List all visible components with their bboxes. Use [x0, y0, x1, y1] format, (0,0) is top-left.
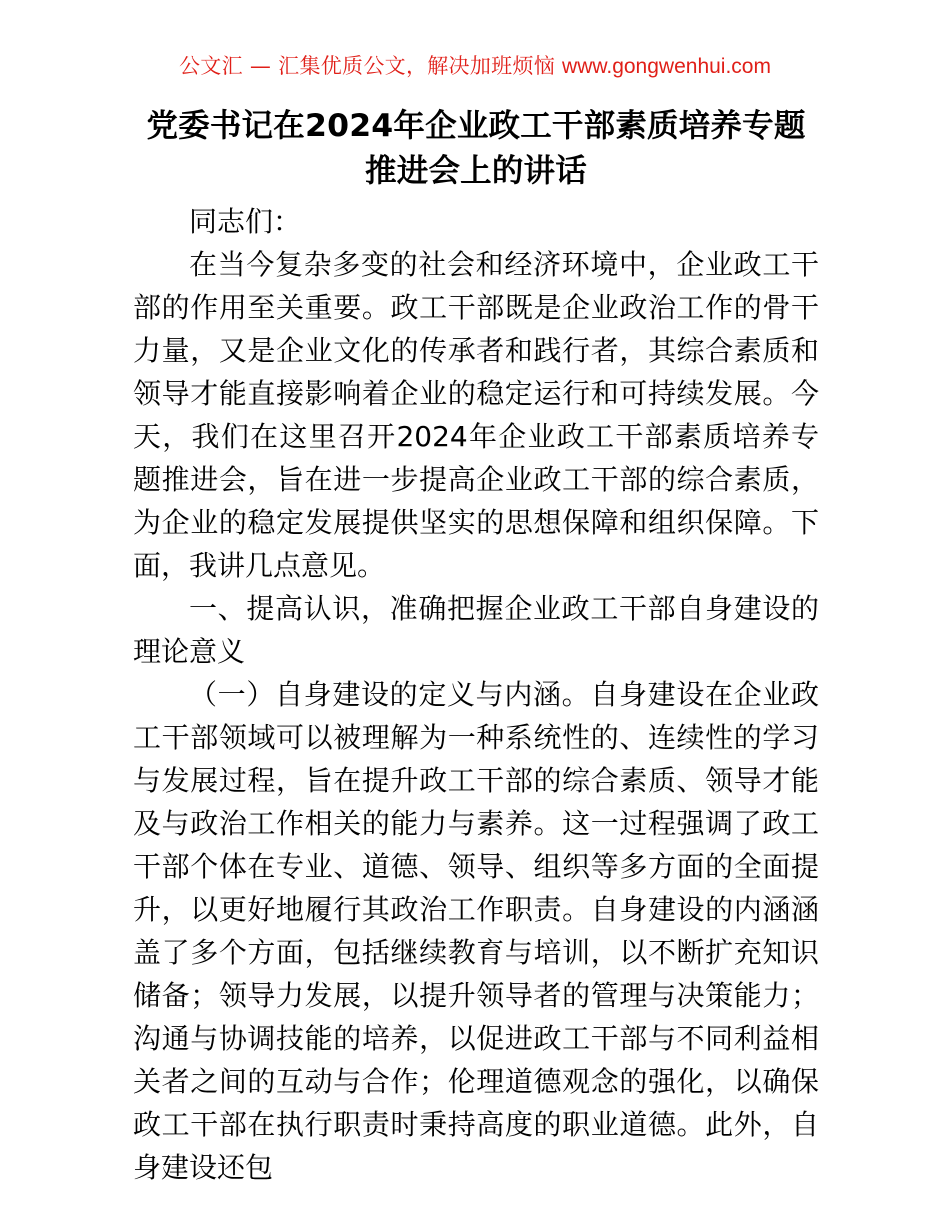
- opening-paragraph: 在当今复杂多变的社会和经济环境中，企业政工干部的作用至关重要。政工干部既是企业政治工作的骨干力量，又是企业文化的传承者和践行者，其综合素质和领导才能直接影响着企业的稳定运行和可持续发展。今天，我们在这里召开2024年企业政工干部素质培养专题推进会，旨在进一步提高企业政工干部的综合素质，为企业的稳定发展提供坚实的思想保障和组织保障。下面，我讲几点意见。: [133, 248, 819, 582]
- section-heading-one: 一、提高认识，准确把握企业政工干部自身建设的理论意义: [133, 592, 819, 668]
- salutation-line: 同志们：: [189, 205, 302, 238]
- banner-slogan-text: 公文汇 — 汇集优质公文，解决加班烦恼: [179, 54, 563, 78]
- subsection-paragraph-one: （一）自身建设的定义与内涵。自身建设在企业政工干部领域可以被理解为一种系统性的、连续性的学习与发展过程，旨在提升政工干部的综合素质、领导才能及与政治工作相关的能力与素养。这一过程强调了政工干部个体在专业、道德、领导、组织等多方面的全面提升，以更好地履行其政治工作职责。自身建设的内涵涵盖了多个方面，包括继续教育与培训，以不断扩充知识储备；领导力发展，以提升领导者的管理与决策能力；沟通与协调技能的培养，以促进政工干部与不同利益相关者之间的互动与合作；伦理道德观念的强化，以确保政工干部在执行职责时秉持高度的职业道德。此外，自身建设还包: [133, 678, 819, 1184]
- banner-website-url: www.gongwenhui.com: [562, 55, 771, 78]
- document-title: 党委书记在2024年企业政工干部素质培养专题推进会上的讲话: [146, 108, 806, 189]
- document-content: [133, 104, 819, 1189]
- site-watermark-banner: [0, 52, 950, 81]
